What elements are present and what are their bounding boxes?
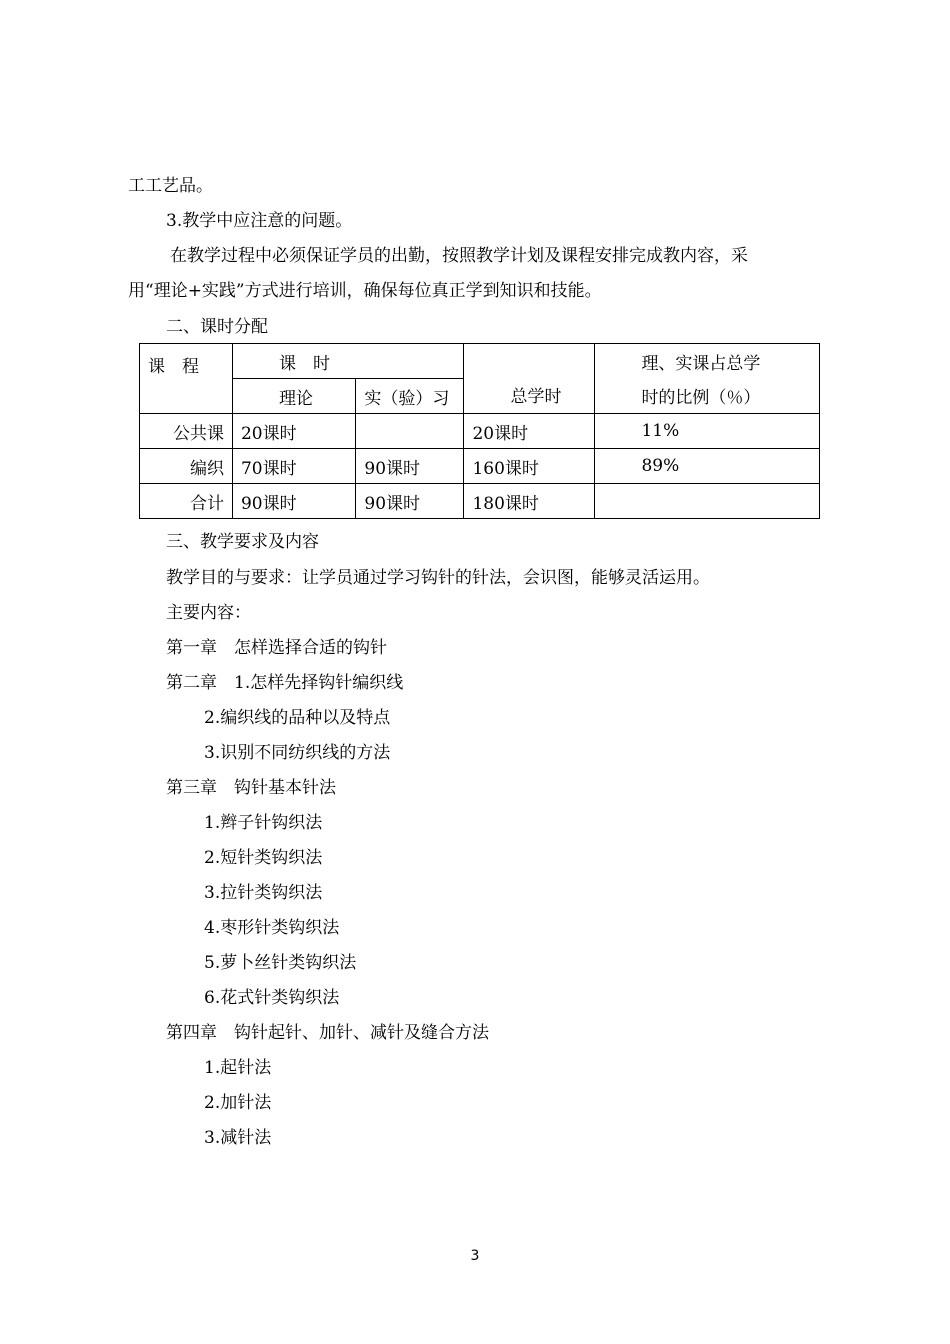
chapter-4-item-3: 3.减针法 <box>204 1128 272 1148</box>
cell-ratio: 11% <box>595 414 820 449</box>
header-ratio-line2: 时的比例（％） <box>595 379 820 414</box>
chapter-3-item-4: 4.枣形针类钩织法 <box>204 918 340 938</box>
page-number: 3 <box>470 1248 480 1264</box>
chapter-3-item-1: 1.辫子针钩织法 <box>204 813 323 833</box>
header-practice: 实（验）习 <box>356 379 464 414</box>
cell-ratio <box>595 484 820 519</box>
chapter-4-item-1: 1.起针法 <box>204 1058 272 1078</box>
header-hours: 课 时 <box>232 344 464 379</box>
paragraph-continuation: 工工艺品。 <box>128 176 213 196</box>
chapter-3: 第三章 钩针基本针法 <box>166 778 336 798</box>
table-row <box>140 414 820 449</box>
chapter-1: 第一章 怎样选择合适的钩针 <box>166 638 387 658</box>
body-text-line-1: 在教学过程中必须保证学员的出勤，按照教学计划及课程安排完成教内容，采 <box>170 246 748 266</box>
hours-allocation-table <box>139 343 820 519</box>
cell-total: 20课时 <box>464 414 595 449</box>
cell-theory: 90课时 <box>232 484 355 519</box>
header-ratio-line1: 理、实课占总学 <box>595 344 820 379</box>
teaching-goal: 教学目的与要求：让学员通过学习钩针的针法，会识图，能够灵活运用。 <box>166 568 710 588</box>
cell-theory: 70课时 <box>232 449 355 484</box>
chapter-2-item-2: 2.编织线的品种以及特点 <box>204 708 391 728</box>
cell-course: 合计 <box>140 484 233 519</box>
chapter-4: 第四章 钩针起针、加针、减针及缝合方法 <box>166 1023 489 1043</box>
chapter-3-item-2: 2.短针类钩织法 <box>204 848 323 868</box>
cell-ratio: 89% <box>595 449 820 484</box>
main-content-label: 主要内容： <box>166 603 251 623</box>
chapter-3-item-5: 5.萝卜丝针类钩织法 <box>204 953 357 973</box>
header-total: 总学时 <box>464 344 595 414</box>
cell-total: 180课时 <box>464 484 595 519</box>
header-course: 课 程 <box>140 344 233 414</box>
cell-total: 160课时 <box>464 449 595 484</box>
chapter-4-item-2: 2.加针法 <box>204 1093 272 1113</box>
cell-theory: 20课时 <box>232 414 355 449</box>
cell-course: 公共课 <box>140 414 233 449</box>
section-3-heading: 3.教学中应注意的问题。 <box>166 211 353 231</box>
chapter-2: 第二章 1.怎样先择钩针编织线 <box>166 673 404 693</box>
section-2-heading: 二、课时分配 <box>166 317 268 337</box>
header-theory: 理论 <box>232 379 355 414</box>
chapter-3-item-3: 3.拉针类钩织法 <box>204 883 323 903</box>
chapter-2-item-3: 3.识别不同纺织线的方法 <box>204 743 391 763</box>
cell-course: 编织 <box>140 449 233 484</box>
table-header-row-1 <box>140 344 820 379</box>
section-3-title: 三、教学要求及内容 <box>166 532 319 552</box>
body-text-line-2: 用“理论+实践”方式进行培训，确保每位真正学到知识和技能。 <box>128 281 602 301</box>
chapter-3-item-6: 6.花式针类钩织法 <box>204 988 340 1008</box>
cell-practice: 90课时 <box>356 484 464 519</box>
cell-practice: 90课时 <box>356 449 464 484</box>
table-row <box>140 484 820 519</box>
table-row <box>140 449 820 484</box>
cell-practice <box>356 414 464 449</box>
